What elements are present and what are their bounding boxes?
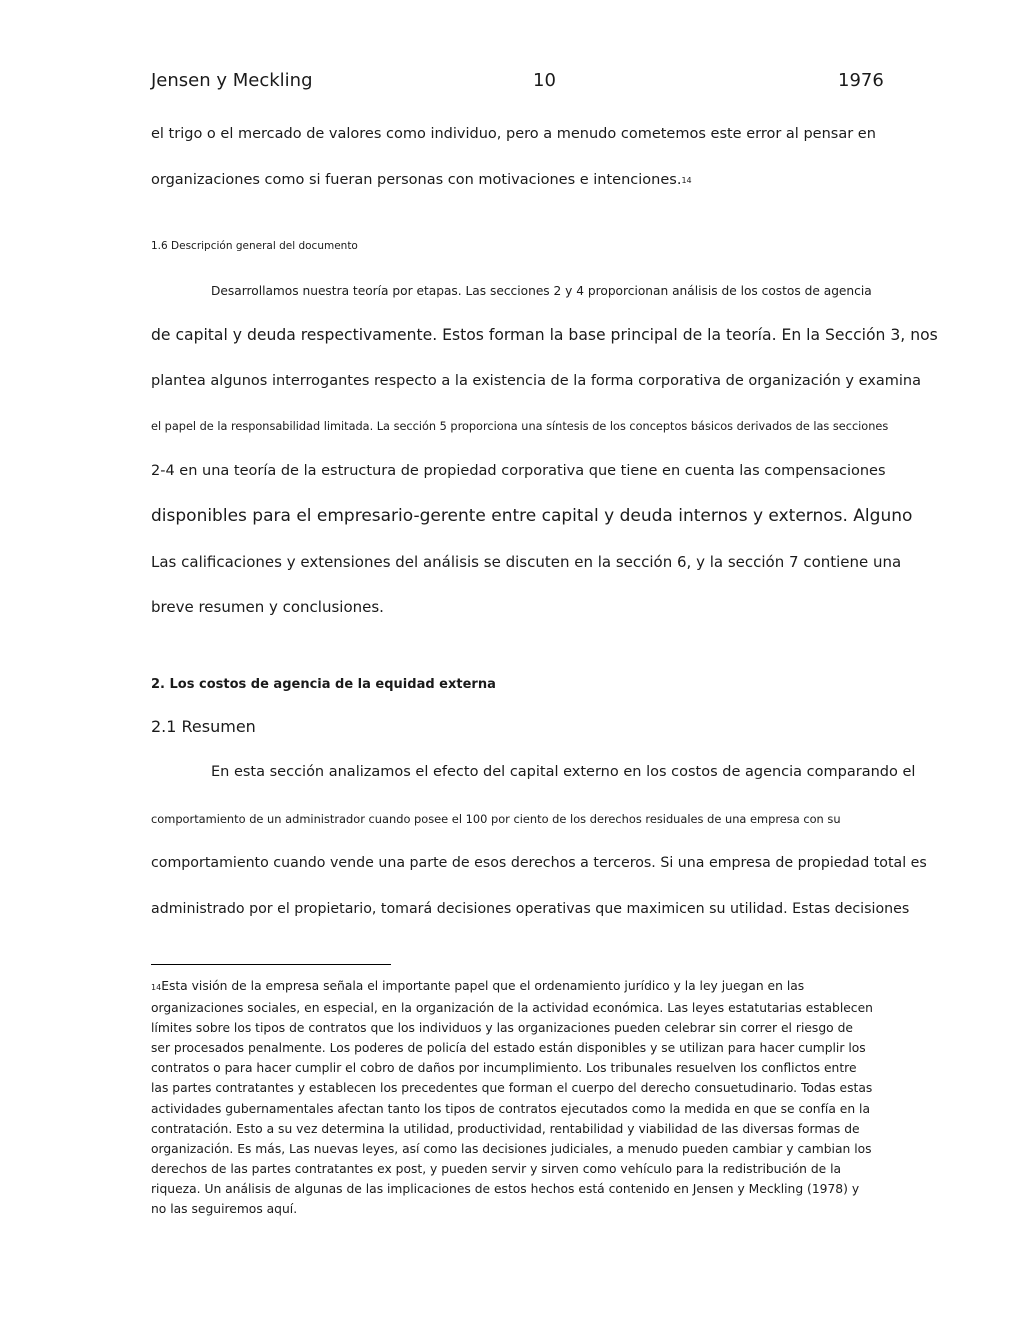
paragraph-line: Las calificaciones y extensiones del análisis se discuten en la sección 6, y la sección 7 contiene una	[151, 553, 902, 571]
section-heading-2-1: 2.1 Resumen	[151, 717, 256, 736]
paragraph-line: plantea algunos interrogantes respecto a la existencia de la forma corporativa de organización y examina	[151, 373, 921, 389]
section-heading-1-6: 1.6 Descripción general del documento	[151, 240, 358, 252]
footnote-separator	[151, 964, 391, 965]
footnote-number: 14	[151, 983, 162, 992]
body-line: el trigo o el mercado de valores como individuo, pero a menudo cometemos este error al pensar en	[151, 126, 876, 142]
paragraph-line: Desarrollamos nuestra teoría por etapas. Las secciones 2 y 4 proporcionan análisis de los costos de agencia	[211, 284, 872, 298]
header-year: 1976	[838, 70, 884, 91]
body-line-text: organizaciones como si fueran personas con motivaciones e intenciones.	[151, 172, 682, 188]
paragraph-line: administrado por el propietario, tomará decisiones operativas que maximicen su utilidad. Estas decisiones	[151, 901, 910, 917]
footnote-text: Esta visión de la empresa señala el importante papel que el ordenamiento jurídico y la ley juegan en las organizaciones sociales, en especial, en la organización de la actividad económica. Las leyes estatutarias establecen límites sobre los tipos de contratos que los individuos y las organizaciones pueden celebrar sin correr el riesgo de ser procesados penalmente. Los poderes de policía del estado están disponibles y se utilizan para hacer cumplir los contratos o para hacer cumplir el cobro de daños por incumplimiento. Los tribunales resuelven los conflictos entre las partes contratantes y establecen los precedentes que forman el cuerpo del derecho consuetudinario. Todas estas actividades gubernamentales afectan tanto los tipos de contratos ejecutados como la medida en que se confía en la contratación. Esto a su vez determina la utilidad, productividad, rentabilidad y viabilidad de las diversas formas de organización. Es más, Las nuevas leyes, así como las decisiones judiciales, a menudo pueden cambiar y cambian los derechos de las partes contratantes ex post, y pueden servir y sirven como vehículo para la redistribución de la riqueza. Un análisis de algunas de las implicaciones de estos hechos está contenido en Jensen y Meckling (1978) y no las seguiremos aquí.	[151, 979, 873, 1217]
page-number: 10	[533, 70, 556, 91]
paragraph-line: comportamiento de un administrador cuando posee el 100 por ciento de los derechos residuales de una empresa con su	[151, 812, 841, 826]
header-author: Jensen y Meckling	[151, 70, 313, 91]
section-heading-2: 2. Los costos de agencia de la equidad externa	[151, 677, 496, 692]
body-line	[151, 172, 692, 188]
paragraph-line: comportamiento cuando vende una parte de esos derechos a terceros. Si una empresa de propiedad total es	[151, 855, 927, 871]
paragraph-line: En esta sección analizamos el efecto del capital externo en los costos de agencia comparando el	[211, 764, 916, 780]
footnote	[151, 976, 873, 1219]
paragraph-line: disponibles para el empresario-gerente entre capital y deuda internos y externos. Alguno	[151, 506, 913, 526]
paragraph-line: breve resumen y conclusiones.	[151, 598, 384, 616]
paragraph-line: el papel de la responsabilidad limitada. La sección 5 proporciona una síntesis de los conceptos básicos derivados de las secciones	[151, 420, 889, 433]
footnote-ref: 14	[681, 176, 692, 185]
paragraph-line: de capital y deuda respectivamente. Estos forman la base principal de la teoría. En la Sección 3, nos	[151, 326, 938, 344]
paragraph-line: 2-4 en una teoría de la estructura de propiedad corporativa que tiene en cuenta las compensaciones	[151, 463, 886, 479]
